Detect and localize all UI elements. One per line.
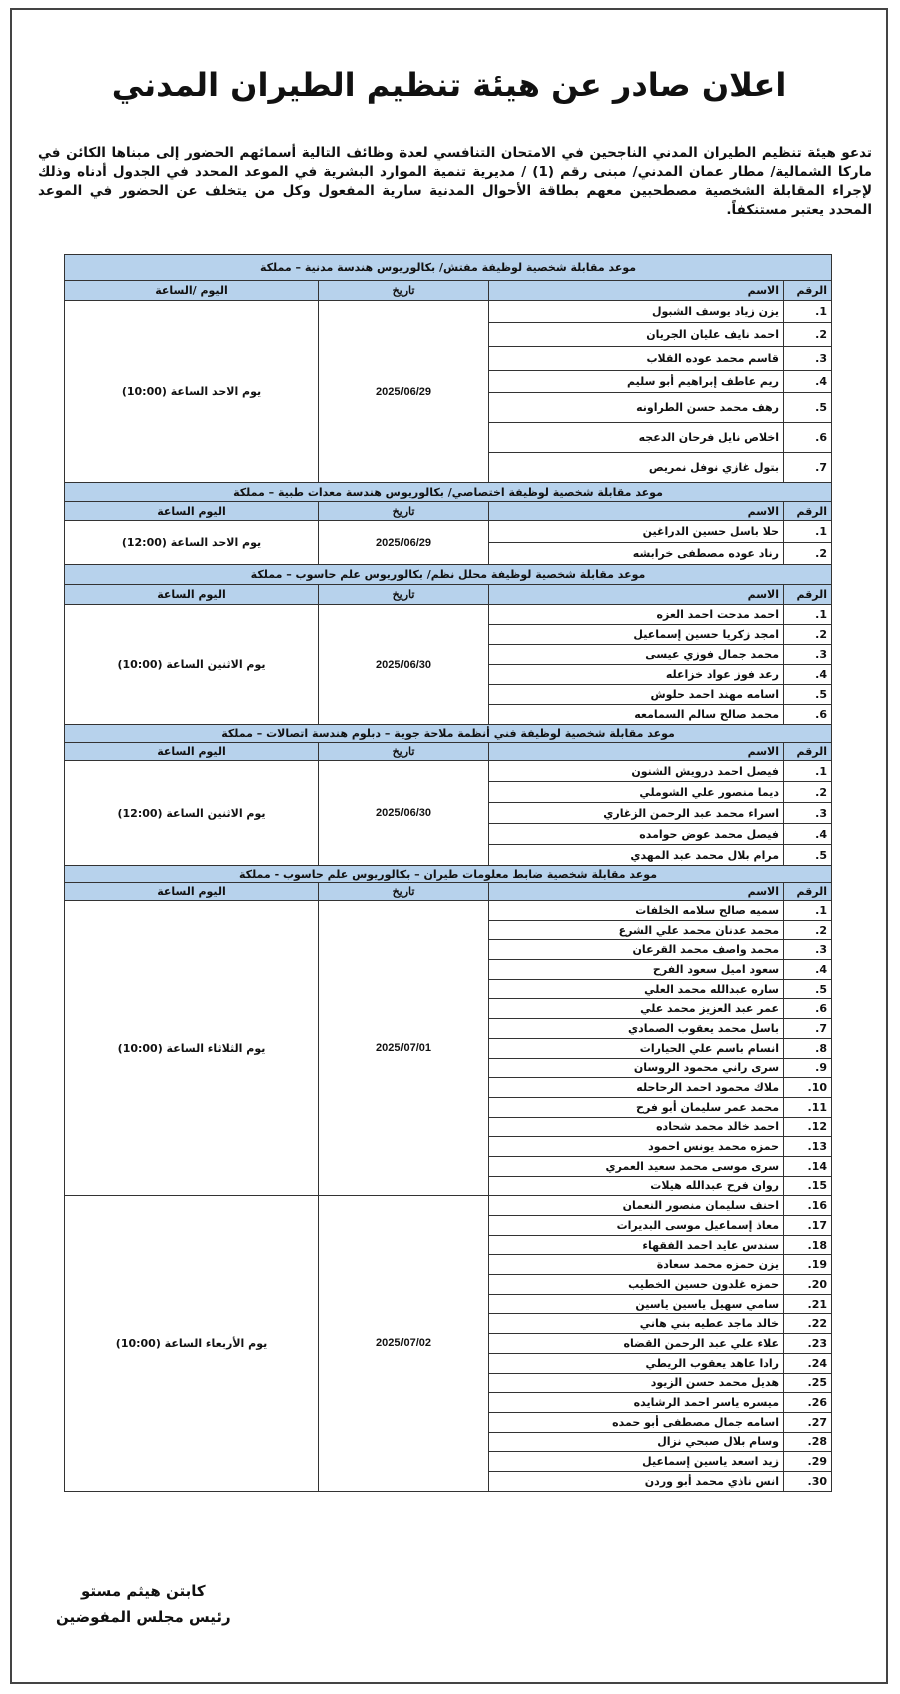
candidate-name: بتول غازي نوفل نمريص bbox=[489, 453, 784, 483]
header-date: تاريخ bbox=[319, 502, 489, 521]
candidate-name: محمد صالح سالم السمامعه bbox=[489, 705, 784, 725]
table-row bbox=[65, 901, 832, 921]
header-number: الرقم bbox=[784, 281, 832, 301]
row-number: 23. bbox=[784, 1334, 832, 1354]
column-header-row bbox=[65, 743, 832, 761]
row-number: 7. bbox=[784, 453, 832, 483]
intro-paragraph: تدعو هيئة تنظيم الطيران المدني الناجحين في الامتحان التنافسي لعدة وظائف التالية أسمائهم الحضور إلى مبناها الكائن في ماركا الشمالية/ مطار عمان المدني/ مبنى رقم (1) / مديرية تنمية الموارد البشرية في الموعد المحدد في الجدول أدناه وذلك لإجراء المقابلة الشخصية مصطحبين معهم بطاقة الأحوال المدنية سارية المفعول وكل من يتخلف عن الحضور في الموعد المحدد يعتبر مستنكفاً. bbox=[38, 145, 872, 218]
interview-date: 2025/06/30 bbox=[319, 761, 489, 866]
section-title-row bbox=[65, 725, 832, 743]
signatory-name: كابتن هيثم مستو bbox=[81, 1582, 206, 1600]
row-number: 4. bbox=[784, 960, 832, 980]
candidate-name: محمد عدنان محمد علي الشرع bbox=[489, 920, 784, 940]
candidate-name: باسل محمد يعقوب الصمادي bbox=[489, 1019, 784, 1039]
candidate-name: اسامه جمال مصطفى أبو حمده bbox=[489, 1412, 784, 1432]
row-number: 2. bbox=[784, 323, 832, 347]
candidate-name: رعد فوز عواد خزاعله bbox=[489, 665, 784, 685]
row-number: 30. bbox=[784, 1471, 832, 1491]
candidate-name: اسراء محمد عبد الرحمن الزغاري bbox=[489, 803, 784, 824]
candidate-name: محمد جمال فوزي عيسى bbox=[489, 645, 784, 665]
row-number: 1. bbox=[784, 605, 832, 625]
candidate-name: عمر عبد العزيز محمد علي bbox=[489, 999, 784, 1019]
candidate-name: حلا باسل حسين الدراغين bbox=[489, 521, 784, 543]
row-number: 3. bbox=[784, 347, 832, 371]
header-number: الرقم bbox=[784, 502, 832, 521]
candidate-name: ملاك محمود احمد الرحاحله bbox=[489, 1078, 784, 1098]
header-day-time: اليوم الساعة bbox=[65, 502, 319, 521]
header-name: الاسم bbox=[489, 281, 784, 301]
candidate-name: ديما منصور علي الشوملي bbox=[489, 782, 784, 803]
header-day-time: اليوم الساعة bbox=[65, 883, 319, 901]
candidate-name: محمد عمر سليمان أبو فرح bbox=[489, 1097, 784, 1117]
row-number: 6. bbox=[784, 705, 832, 725]
row-number: 5. bbox=[784, 845, 832, 866]
row-number: 15. bbox=[784, 1176, 832, 1196]
section-title-row bbox=[65, 255, 832, 281]
row-number: 1. bbox=[784, 761, 832, 782]
section-title-row bbox=[65, 483, 832, 502]
row-number: 7. bbox=[784, 1019, 832, 1039]
header-name: الاسم bbox=[489, 883, 784, 901]
signatory-title: رئيس مجلس المفوضين bbox=[56, 1608, 231, 1626]
candidate-name: سرى موسى محمد سعيد العمري bbox=[489, 1156, 784, 1176]
column-header-row bbox=[65, 502, 832, 521]
section-title-row bbox=[65, 866, 832, 883]
table-row bbox=[65, 761, 832, 782]
interview-day-time: يوم الأربعاء الساعة (10:00) bbox=[65, 1196, 319, 1491]
column-header-row bbox=[65, 883, 832, 901]
candidate-name: احمد خالد محمد شحاده bbox=[489, 1117, 784, 1137]
row-number: 25. bbox=[784, 1373, 832, 1393]
candidate-name: سميه صالح سلامه الخلفات bbox=[489, 901, 784, 921]
row-number: 19. bbox=[784, 1255, 832, 1275]
candidate-name: حمزه محمد يونس احمود bbox=[489, 1137, 784, 1157]
row-number: 29. bbox=[784, 1452, 832, 1472]
interview-day-time: يوم الاثنين الساعة (10:00) bbox=[65, 605, 319, 725]
candidate-name: ميسره ياسر احمد الرشايده bbox=[489, 1393, 784, 1413]
row-number: 6. bbox=[784, 423, 832, 453]
row-number: 3. bbox=[784, 940, 832, 960]
candidate-name: اسامه مهند احمد حلوش bbox=[489, 685, 784, 705]
row-number: 3. bbox=[784, 803, 832, 824]
candidate-name: زيد اسعد ياسين إسماعيل bbox=[489, 1452, 784, 1472]
row-number: 12. bbox=[784, 1117, 832, 1137]
header-date: تاريخ bbox=[319, 281, 489, 301]
candidate-name: احنف سليمان منصور النعمان bbox=[489, 1196, 784, 1216]
candidate-name: روان فرح عبدالله هيلات bbox=[489, 1176, 784, 1196]
row-number: 10. bbox=[784, 1078, 832, 1098]
candidate-name: رهف محمد حسن الطراونه bbox=[489, 393, 784, 423]
row-number: 24. bbox=[784, 1353, 832, 1373]
candidate-name: سرى راني محمود الروسان bbox=[489, 1058, 784, 1078]
candidate-name: خالد ماجد عطيه بني هاني bbox=[489, 1314, 784, 1334]
candidate-name: وسام بلال صبحي نزال bbox=[489, 1432, 784, 1452]
candidate-name: يزن زياد يوسف الشبول bbox=[489, 301, 784, 323]
candidate-name: رادا عاهد يعقوب الريطي bbox=[489, 1353, 784, 1373]
row-number: 5. bbox=[784, 393, 832, 423]
header-day-time: اليوم الساعة bbox=[65, 743, 319, 761]
candidate-name: يزن حمزه محمد سعادة bbox=[489, 1255, 784, 1275]
row-number: 1. bbox=[784, 901, 832, 921]
header-name: الاسم bbox=[489, 502, 784, 521]
row-number: 3. bbox=[784, 645, 832, 665]
row-number: 16. bbox=[784, 1196, 832, 1216]
column-header-row bbox=[65, 585, 832, 605]
row-number: 18. bbox=[784, 1235, 832, 1255]
section-title: موعد مقابلة شخصية لوظيفة اختصاصي/ بكالوريوس هندسة معدات طبية – مملكة bbox=[65, 483, 832, 502]
row-number: 14. bbox=[784, 1156, 832, 1176]
header-date: تاريخ bbox=[319, 585, 489, 605]
row-number: 2. bbox=[784, 543, 832, 565]
row-number: 1. bbox=[784, 301, 832, 323]
interview-date: 2025/06/30 bbox=[319, 605, 489, 725]
interview-date: 2025/06/29 bbox=[319, 521, 489, 565]
interview-day-time: يوم الثلاثاء الساعة (10:00) bbox=[65, 901, 319, 1196]
row-number: 2. bbox=[784, 920, 832, 940]
header-date: تاريخ bbox=[319, 743, 489, 761]
candidate-name: هديل محمد حسن الزيود bbox=[489, 1373, 784, 1393]
section-title-row bbox=[65, 565, 832, 585]
row-number: 20. bbox=[784, 1275, 832, 1295]
row-number: 8. bbox=[784, 1038, 832, 1058]
signature-block bbox=[56, 1578, 231, 1630]
row-number: 17. bbox=[784, 1216, 832, 1236]
row-number: 6. bbox=[784, 999, 832, 1019]
interview-date: 2025/06/29 bbox=[319, 301, 489, 483]
candidate-name: معاذ إسماعيل موسى البديرات bbox=[489, 1216, 784, 1236]
row-number: 2. bbox=[784, 782, 832, 803]
row-number: 9. bbox=[784, 1058, 832, 1078]
candidate-name: اخلاص نايل فرحان الدعجه bbox=[489, 423, 784, 453]
candidate-name: سامي سهيل ياسين ياسين bbox=[489, 1294, 784, 1314]
row-number: 22. bbox=[784, 1314, 832, 1334]
candidate-name: علاء علي عبد الرحمن القضاه bbox=[489, 1334, 784, 1354]
row-number: 4. bbox=[784, 371, 832, 393]
interview-day-time: يوم الاحد الساعة (12:00) bbox=[65, 521, 319, 565]
table-row bbox=[65, 605, 832, 625]
row-number: 4. bbox=[784, 665, 832, 685]
candidate-name: ريم عاطف إبراهيم أبو سليم bbox=[489, 371, 784, 393]
section-title: موعد مقابلة شخصية لوظيفة محلل نظم/ بكالوريوس علم حاسوب – مملكة bbox=[65, 565, 832, 585]
candidate-name: حمزه غلدون حسين الخطيب bbox=[489, 1275, 784, 1295]
column-header-row bbox=[65, 281, 832, 301]
candidate-name: انس ناذي محمد أبو وردن bbox=[489, 1471, 784, 1491]
header-name: الاسم bbox=[489, 743, 784, 761]
header-number: الرقم bbox=[784, 883, 832, 901]
row-number: 5. bbox=[784, 979, 832, 999]
interview-day-time: يوم الاحد الساعة (10:00) bbox=[65, 301, 319, 483]
section-title: موعد مقابلة شخصية ضابط معلومات طيران – بكالوريوس علم حاسوب - مملكة bbox=[65, 866, 832, 883]
candidate-name: قاسم محمد عوده القلاب bbox=[489, 347, 784, 371]
header-day-time: اليوم /الساعة bbox=[65, 281, 319, 301]
row-number: 27. bbox=[784, 1412, 832, 1432]
candidate-name: سعود اميل سعود الفرح bbox=[489, 960, 784, 980]
row-number: 21. bbox=[784, 1294, 832, 1314]
candidate-name: انسام باسم علي الحيارات bbox=[489, 1038, 784, 1058]
header-date: تاريخ bbox=[319, 883, 489, 901]
row-number: 13. bbox=[784, 1137, 832, 1157]
header-number: الرقم bbox=[784, 585, 832, 605]
table-row bbox=[65, 521, 832, 543]
section-title: موعد مقابلة شخصية لوظيفة مفتش/ بكالوريوس هندسة مدنية – مملكة bbox=[65, 255, 832, 281]
candidate-name: فيصل محمد عوض حوامده bbox=[489, 824, 784, 845]
row-number: 28. bbox=[784, 1432, 832, 1452]
candidate-name: مرام بلال محمد عبد المهدي bbox=[489, 845, 784, 866]
page-title: اعلان صادر عن هيئة تنظيم الطيران المدني bbox=[111, 66, 787, 104]
row-number: 5. bbox=[784, 685, 832, 705]
row-number: 11. bbox=[784, 1097, 832, 1117]
table-row bbox=[65, 301, 832, 323]
section-title: موعد مقابلة شخصية لوظيفة فني أنظمة ملاحة جوية – دبلوم هندسة اتصالات – مملكة bbox=[65, 725, 832, 743]
candidate-name: احمد نايف عليان الجريان bbox=[489, 323, 784, 347]
candidate-name: سندس عايد احمد الفقهاء bbox=[489, 1235, 784, 1255]
candidate-name: رناد عوده مصطفى خرابشه bbox=[489, 543, 784, 565]
candidate-name: احمد مدحت احمد العزه bbox=[489, 605, 784, 625]
row-number: 26. bbox=[784, 1393, 832, 1413]
candidate-name: ساره عبدالله محمد العلي bbox=[489, 979, 784, 999]
table-row bbox=[65, 1196, 832, 1216]
row-number: 2. bbox=[784, 625, 832, 645]
interview-date: 2025/07/02 bbox=[319, 1196, 489, 1491]
header-day-time: اليوم الساعة bbox=[65, 585, 319, 605]
row-number: 1. bbox=[784, 521, 832, 543]
header-number: الرقم bbox=[784, 743, 832, 761]
interview-schedule-table bbox=[64, 254, 832, 1492]
candidate-name: محمد واصف محمد القرعان bbox=[489, 940, 784, 960]
candidate-name: فيصل احمد درويش الشنون bbox=[489, 761, 784, 782]
header-name: الاسم bbox=[489, 585, 784, 605]
interview-date: 2025/07/01 bbox=[319, 901, 489, 1196]
candidate-name: امجد زكريا حسين إسماعيل bbox=[489, 625, 784, 645]
interview-day-time: يوم الاثنين الساعة (12:00) bbox=[65, 761, 319, 866]
row-number: 4. bbox=[784, 824, 832, 845]
